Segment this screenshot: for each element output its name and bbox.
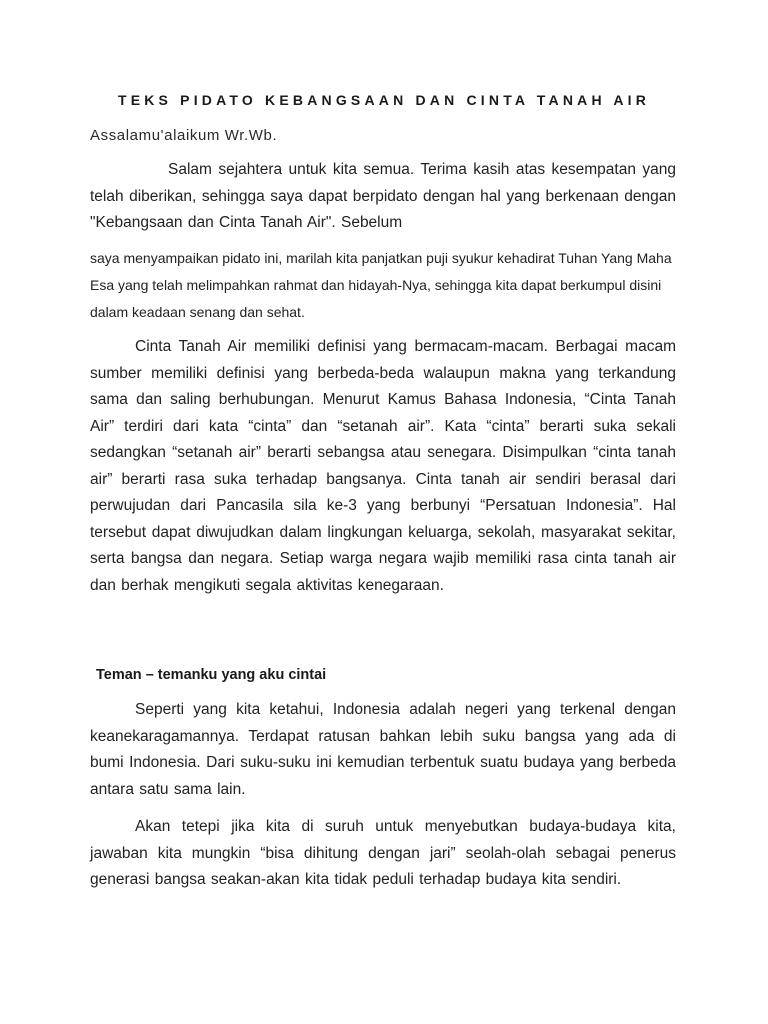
paragraph-text: Seperti yang kita ketahui, Indonesia adalah negeri yang terkenal dengan keanekaragamannya. Terdapat ratusan bahkan lebih suku bangsa yang ada di bumi Indonesia. Dari suku-suku ini kemudian terbentuk suatu budaya yang berbeda antara satu sama lain. (90, 701, 676, 798)
greeting-text: Assalamu'alaikum Wr.Wb. (90, 127, 278, 144)
paragraph-text: saya menyampaikan pidato ini, marilah kita panjatkan puji syukur kehadirat Tuhan Yang Maha Esa yang telah melimpahkan rahmat dan hidayah-Nya, sehingga kita dapat berkumpul disini dalam keadaan senang dan sehat. (90, 250, 672, 320)
paragraph-gratitude (90, 245, 676, 326)
paragraph-culture (90, 814, 676, 894)
paragraph-opening (90, 157, 676, 237)
paragraph-diversity (90, 697, 676, 803)
section-heading: Teman – temanku yang aku cintai (96, 667, 327, 683)
paragraph-definition (90, 334, 676, 599)
paragraph-text: Cinta Tanah Air memiliki definisi yang bermacam-macam. Berbagai macam sumber memiliki definisi yang berbeda-beda walaupun makna yang terkandung sama dan saling berhubungan. Menurut Kamus Bahasa Indonesia, “Cinta Tanah Air” terdiri dari kata “cinta” dan “setanah air”. Kata “cinta” berarti suka sekali sedangkan “setanah air” berarti sebangsa atau senegara. Disimpulkan “cinta tanah air” berarti rasa suka terhadap bangsanya. Cinta tanah air sendiri berasal dari perwujudan dari Pancasila sila ke-3 yang berbunyi “Persatuan Indonesia”. Hal tersebut dapat diwujudkan dalam lingkungan keluarga, sekolah, masyarakat sekitar, serta bangsa dan negara. Setiap warga negara wajib memiliki rasa cinta tanah air dan berhak mengikuti segala aktivitas kenegaraan. (90, 338, 676, 594)
paragraph-text: Akan tetepi jika kita di suruh untuk menyebutkan budaya-budaya kita, jawaban kita mungkin “bisa dihitung dengan jari” seolah-olah sebagai penerus generasi bangsa seakan-akan kita tidak peduli terhadap budaya kita sendiri. (90, 818, 676, 888)
paragraph-text: Salam sejahtera untuk kita semua. Terima kasih atas kesempatan yang telah diberikan, sehingga saya dapat berpidato dengan hal yang berkenaan dengan "Kebangsaan dan Cinta Tanah Air". Sebelum (90, 161, 676, 231)
document-title: TEKS PIDATO KEBANGSAAN DAN CINTA TANAH AIR (117, 92, 651, 108)
